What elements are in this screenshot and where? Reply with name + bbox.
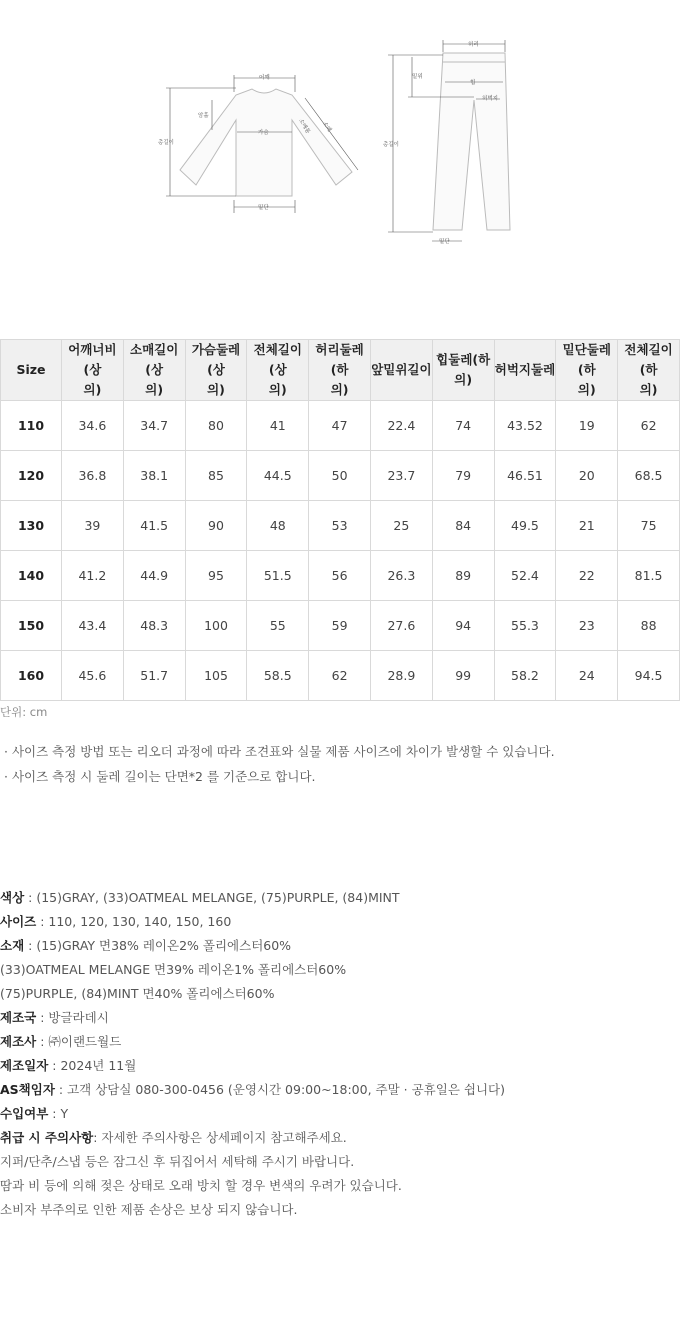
measure-cell: 52.4: [494, 551, 556, 601]
measure-cell: 51.7: [123, 651, 185, 701]
measure-cell: 27.6: [370, 601, 432, 651]
measure-cell: 48.3: [123, 601, 185, 651]
measure-cell: 55: [247, 601, 309, 651]
label-sleeve: 소매: [321, 121, 333, 134]
size-cell: 160: [1, 651, 62, 701]
table-row: [1, 501, 680, 551]
measure-cell: 36.8: [62, 451, 124, 501]
measure-cell: 41.2: [62, 551, 124, 601]
measure-column-header: 어깨너비(상 의): [62, 340, 124, 401]
measure-cell: 105: [185, 651, 247, 701]
measure-cell: 41: [247, 401, 309, 451]
measure-cell: 44.5: [247, 451, 309, 501]
size-notes: [4, 743, 555, 793]
size-cell: 130: [1, 501, 62, 551]
measure-cell: 75: [618, 501, 680, 551]
label-chest: 가슴: [258, 130, 269, 136]
measure-cell: 51.5: [247, 551, 309, 601]
note-line: · 사이즈 측정 시 둘레 길이는 단면*2 를 기준으로 합니다.: [4, 769, 316, 784]
label-shoulder: 어깨: [259, 75, 270, 81]
measure-cell: 84: [432, 501, 494, 551]
measure-cell: 94.5: [618, 651, 680, 701]
measure-cell: 68.5: [618, 451, 680, 501]
measure-column-header: 가슴둘레(상 의): [185, 340, 247, 401]
measure-cell: 62: [618, 401, 680, 451]
measure-cell: 34.6: [62, 401, 124, 451]
size-table-body: [1, 401, 680, 701]
measure-cell: 24: [556, 651, 618, 701]
measure-cell: 43.4: [62, 601, 124, 651]
measure-cell: 94: [432, 601, 494, 651]
measure-cell: 25: [370, 501, 432, 551]
table-row: [1, 601, 680, 651]
measure-cell: 28.9: [370, 651, 432, 701]
measure-cell: 39: [62, 501, 124, 551]
measure-cell: 44.9: [123, 551, 185, 601]
label-thigh: 허벅지: [482, 96, 498, 102]
table-row: [1, 401, 680, 451]
measure-cell: 62: [309, 651, 371, 701]
info-as: AS책임자 : 고객 상담실 080-300-0456 (운영시간 09:00~18:00, 주말 · 공휴일은 쉽니다): [0, 1082, 505, 1097]
size-table-header-row: [1, 340, 680, 401]
info-country: 제조국 : 방글라데시: [0, 1010, 109, 1025]
unit-label: 단위: cm: [0, 705, 48, 719]
measure-cell: 23.7: [370, 451, 432, 501]
label-hip: 힙: [470, 80, 476, 86]
measure-cell: 50: [309, 451, 371, 501]
measure-cell: 56: [309, 551, 371, 601]
measure-column-header: 허벅지둘레: [494, 340, 556, 401]
measure-cell: 53: [309, 501, 371, 551]
measure-cell: 80: [185, 401, 247, 451]
measure-cell: 49.5: [494, 501, 556, 551]
measure-column-header: 밑단둘레(하 의): [556, 340, 618, 401]
info-size: 사이즈 : 110, 120, 130, 140, 150, 160: [0, 914, 232, 929]
measure-cell: 19: [556, 401, 618, 451]
info-import: 수입여부 : Y: [0, 1106, 69, 1121]
measure-cell: 59: [309, 601, 371, 651]
label-top-hem: 밑단: [258, 205, 269, 211]
measure-cell: 38.1: [123, 451, 185, 501]
info-care-2: 지퍼/단추/스냅 등은 잠그신 후 뒤집어서 세탁해 주시기 바랍니다.: [0, 1154, 355, 1169]
size-cell: 110: [1, 401, 62, 451]
measure-column-header: 소매길이(상 의): [123, 340, 185, 401]
measure-cell: 74: [432, 401, 494, 451]
size-cell: 120: [1, 451, 62, 501]
size-diagram: [0, 0, 680, 260]
measure-cell: 46.51: [494, 451, 556, 501]
info-care: 취급 시 주의사항: 자세한 주의사항은 상세페이지 참고해주세요.: [0, 1130, 347, 1145]
measure-cell: 26.3: [370, 551, 432, 601]
measure-cell: 21: [556, 501, 618, 551]
measure-cell: 100: [185, 601, 247, 651]
measure-cell: 22: [556, 551, 618, 601]
info-date: 제조일자 : 2024년 11월: [0, 1058, 137, 1073]
measure-cell: 95: [185, 551, 247, 601]
label-bottom-length: 총길이: [383, 142, 399, 148]
measure-cell: 41.5: [123, 501, 185, 551]
measure-column-header: 힙둘레(하 의): [432, 340, 494, 401]
measure-cell: 34.7: [123, 401, 185, 451]
measure-cell: 89: [432, 551, 494, 601]
measure-cell: 20: [556, 451, 618, 501]
table-row: [1, 551, 680, 601]
info-material-3: (75)PURPLE, (84)MINT 면40% 폴리에스터60%: [0, 986, 275, 1001]
label-bottom-hem: 밑단: [439, 239, 450, 245]
measure-cell: 85: [185, 451, 247, 501]
measure-cell: 58.5: [247, 651, 309, 701]
measure-cell: 79: [432, 451, 494, 501]
size-table: [0, 339, 680, 701]
measure-cell: 88: [618, 601, 680, 651]
size-cell: 140: [1, 551, 62, 601]
measure-cell: 23: [556, 601, 618, 651]
table-row: [1, 451, 680, 501]
info-maker: 제조사 : ㈜이랜드월드: [0, 1034, 122, 1049]
measure-column-header: 허리둘레(하 의): [309, 340, 371, 401]
note-line: · 사이즈 측정 방법 또는 리오더 과정에 따라 조견표와 실물 제품 사이즈에 차이가 발생할 수 있습니다.: [4, 744, 555, 759]
measure-cell: 43.52: [494, 401, 556, 451]
product-info: [0, 888, 505, 1224]
measure-cell: 22.4: [370, 401, 432, 451]
table-row: [1, 651, 680, 701]
measure-column-header: 전체길이(하 의): [618, 340, 680, 401]
info-color: 색상 : (15)GRAY, (33)OATMEAL MELANGE, (75)PURPLE, (84)MINT: [0, 890, 400, 905]
measure-column-header: 앞밑위길이: [370, 340, 432, 401]
measure-cell: 90: [185, 501, 247, 551]
measurement-illustration: [0, 0, 680, 260]
measure-cell: 58.2: [494, 651, 556, 701]
label-armhole: 암홀: [198, 113, 209, 119]
label-waist: 허리: [468, 42, 479, 48]
label-sleeve-opening: 소매통: [297, 118, 311, 135]
size-column-header: Size: [1, 340, 62, 401]
measure-cell: 99: [432, 651, 494, 701]
measure-cell: 45.6: [62, 651, 124, 701]
measure-cell: 48: [247, 501, 309, 551]
label-top-length: 총길이: [158, 140, 174, 146]
measure-cell: 55.3: [494, 601, 556, 651]
info-material: 소재 : (15)GRAY 면38% 레이온2% 폴리에스터60%: [0, 938, 292, 953]
measure-cell: 47: [309, 401, 371, 451]
info-care-3: 땀과 비 등에 의해 젖은 상태로 오래 방치 할 경우 변색의 우려가 있습니다.: [0, 1178, 402, 1193]
size-cell: 150: [1, 601, 62, 651]
info-material-2: (33)OATMEAL MELANGE 면39% 레이온1% 폴리에스터60%: [0, 962, 347, 977]
label-rise: 밑위: [412, 74, 423, 80]
info-care-4: 소비자 부주의로 인한 제품 손상은 보상 되지 않습니다.: [0, 1202, 298, 1217]
measure-column-header: 전체길이(상 의): [247, 340, 309, 401]
measure-cell: 81.5: [618, 551, 680, 601]
